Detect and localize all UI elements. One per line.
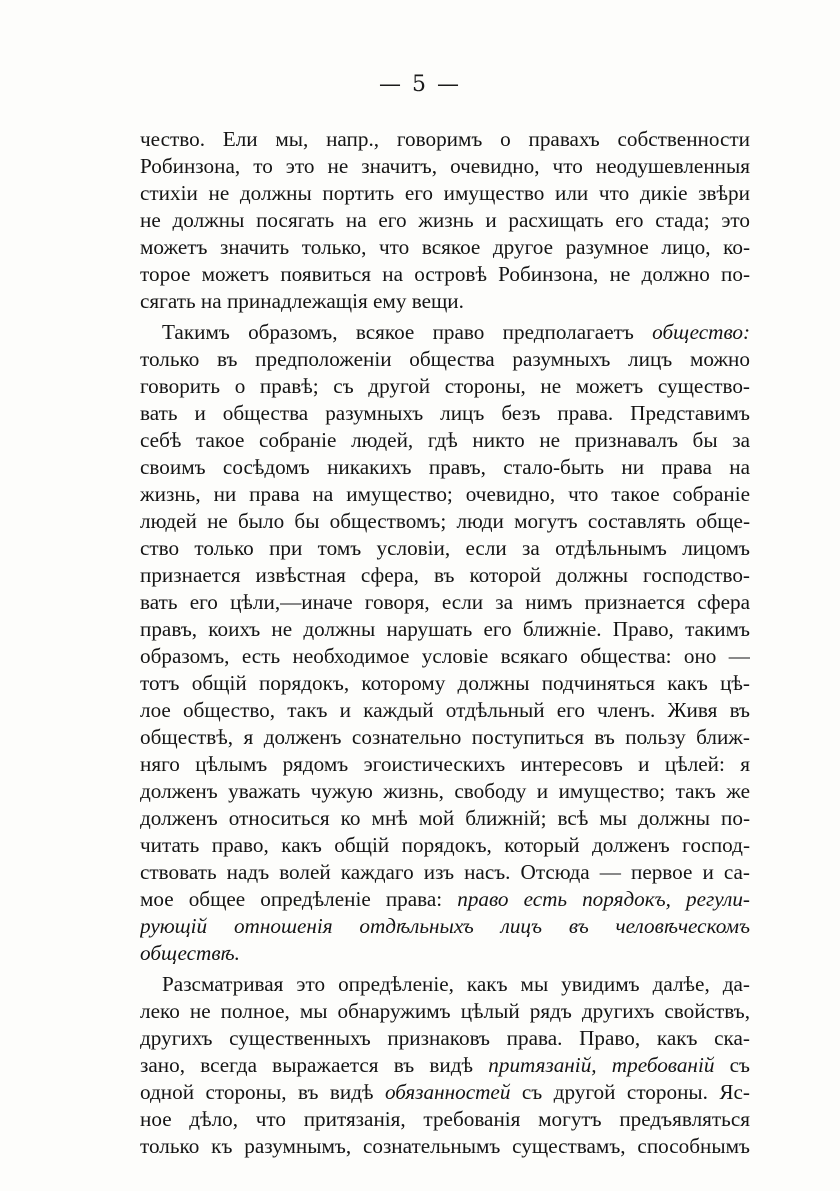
text-line: лое общество, такъ и каждый отдѣльный его членъ. Живя въ (140, 698, 750, 722)
text-line: обществѣ. (140, 941, 240, 965)
text-line: стихіи не должны портить его имущество или что дикіе звѣри (140, 181, 750, 205)
text-line: говорить о правѣ; съ другой стороны, не можетъ существо- (140, 374, 750, 398)
text-line: только въ предположеніи общества разумныхъ лицъ можно (140, 347, 750, 371)
paragraph-1 (140, 126, 750, 315)
text-line: вать и общества разумныхъ лицъ безъ права. Представимъ (140, 401, 750, 425)
text-line: мое общее опредѣленіе права: право есть порядокъ, регули- (140, 887, 750, 911)
italic-text: притязаній, требованій (488, 1053, 715, 1077)
text-line: ствовать надъ волей каждаго изъ насъ. Отсюда — первое и са- (140, 860, 750, 884)
text-line: другихъ существенныхъ признаковъ права. Право, какъ ска- (140, 1026, 750, 1050)
text-line: зано, всегда выражается въ видѣ притязаній, требованій съ (140, 1053, 750, 1077)
text-line: Разсматривая это опредѣленіе, какъ мы увидимъ далѣе, да- (162, 972, 750, 996)
text-line: Такимъ образомъ, всякое право предполагаетъ общество: (162, 320, 750, 344)
text-line: долженъ относиться ко мнѣ мой ближній; всѣ мы должны по- (140, 806, 750, 830)
text-line: образомъ, есть необходимое условіе всякаго общества: оно — (140, 644, 750, 668)
text-line: тотъ общій порядокъ, которому должны подчиняться какъ цѣ- (140, 671, 750, 695)
text-line: обществѣ, я долженъ сознательно поступиться въ пользу ближ- (140, 725, 750, 749)
text-line: Робинзона, то это не значитъ, очевидно, что неодушевленныя (140, 154, 750, 178)
text-line: няго цѣлымъ рядомъ эгоистическихъ интересовъ и цѣлей: я (140, 752, 750, 776)
text-line: только къ разумнымъ, сознательнымъ существамъ, способнымъ (140, 1134, 750, 1158)
text-line: жизнь, ни права на имущество; очевидно, что такое собраніе (140, 482, 750, 506)
text-line: долженъ уважать чужую жизнь, свободу и имущество; такъ же (140, 779, 750, 803)
paragraph-2 (140, 319, 750, 967)
italic-text: право есть порядокъ, регули- (457, 887, 750, 911)
text-line: своимъ сосѣдомъ никакихъ правъ, стало-быть ни права на (140, 455, 750, 479)
text-line: торое можетъ появиться на островѣ Робинзона, не должно по- (140, 262, 750, 286)
text-line: можетъ значить только, что всякое другое разумное лицо, ко- (140, 235, 750, 259)
body-text (140, 126, 750, 1160)
italic-text: обязанностей (384, 1080, 511, 1104)
text-line: вать его цѣли,—иначе говоря, если за нимъ признается сфера (140, 590, 750, 614)
text-line: правъ, коихъ не должны нарушать его ближніе. Право, такимъ (140, 617, 750, 641)
text-line: чество. Ели мы, напр., говоримъ о правахъ собственности (140, 127, 750, 151)
text-line: рующій отношенія отдѣльныхъ лицъ въ человѣческомъ (140, 914, 750, 938)
text-line: леко не полное, мы обнаружимъ цѣлый рядъ другихъ свойствъ, (140, 999, 750, 1023)
text-line: одной стороны, въ видѣ обязанностей съ другой стороны. Яс- (140, 1080, 750, 1104)
text-line: признается извѣстная сфера, въ которой должны господство- (140, 563, 750, 587)
page-number: — 5 — (379, 72, 461, 97)
italic-text: общество: (652, 320, 750, 344)
text-line: ное дѣло, что притязанія, требованія могутъ предъявляться (140, 1107, 750, 1131)
paragraph-3 (140, 971, 750, 1160)
text-line: сягать на принадлежащія ему вещи. (140, 289, 464, 313)
text-line: ство только при томъ условіи, если за отдѣльнымъ лицомъ (140, 536, 750, 560)
text-line: себѣ такое собраніе людей, гдѣ никто не признавалъ бы за (140, 428, 750, 452)
text-line: читать право, какъ общій порядокъ, который долженъ господ- (140, 833, 750, 857)
text-line: людей не было бы обществомъ; люди могутъ составлять обще- (140, 509, 750, 533)
text-line: не должны посягать на его жизнь и расхищать его стада; это (140, 208, 750, 232)
